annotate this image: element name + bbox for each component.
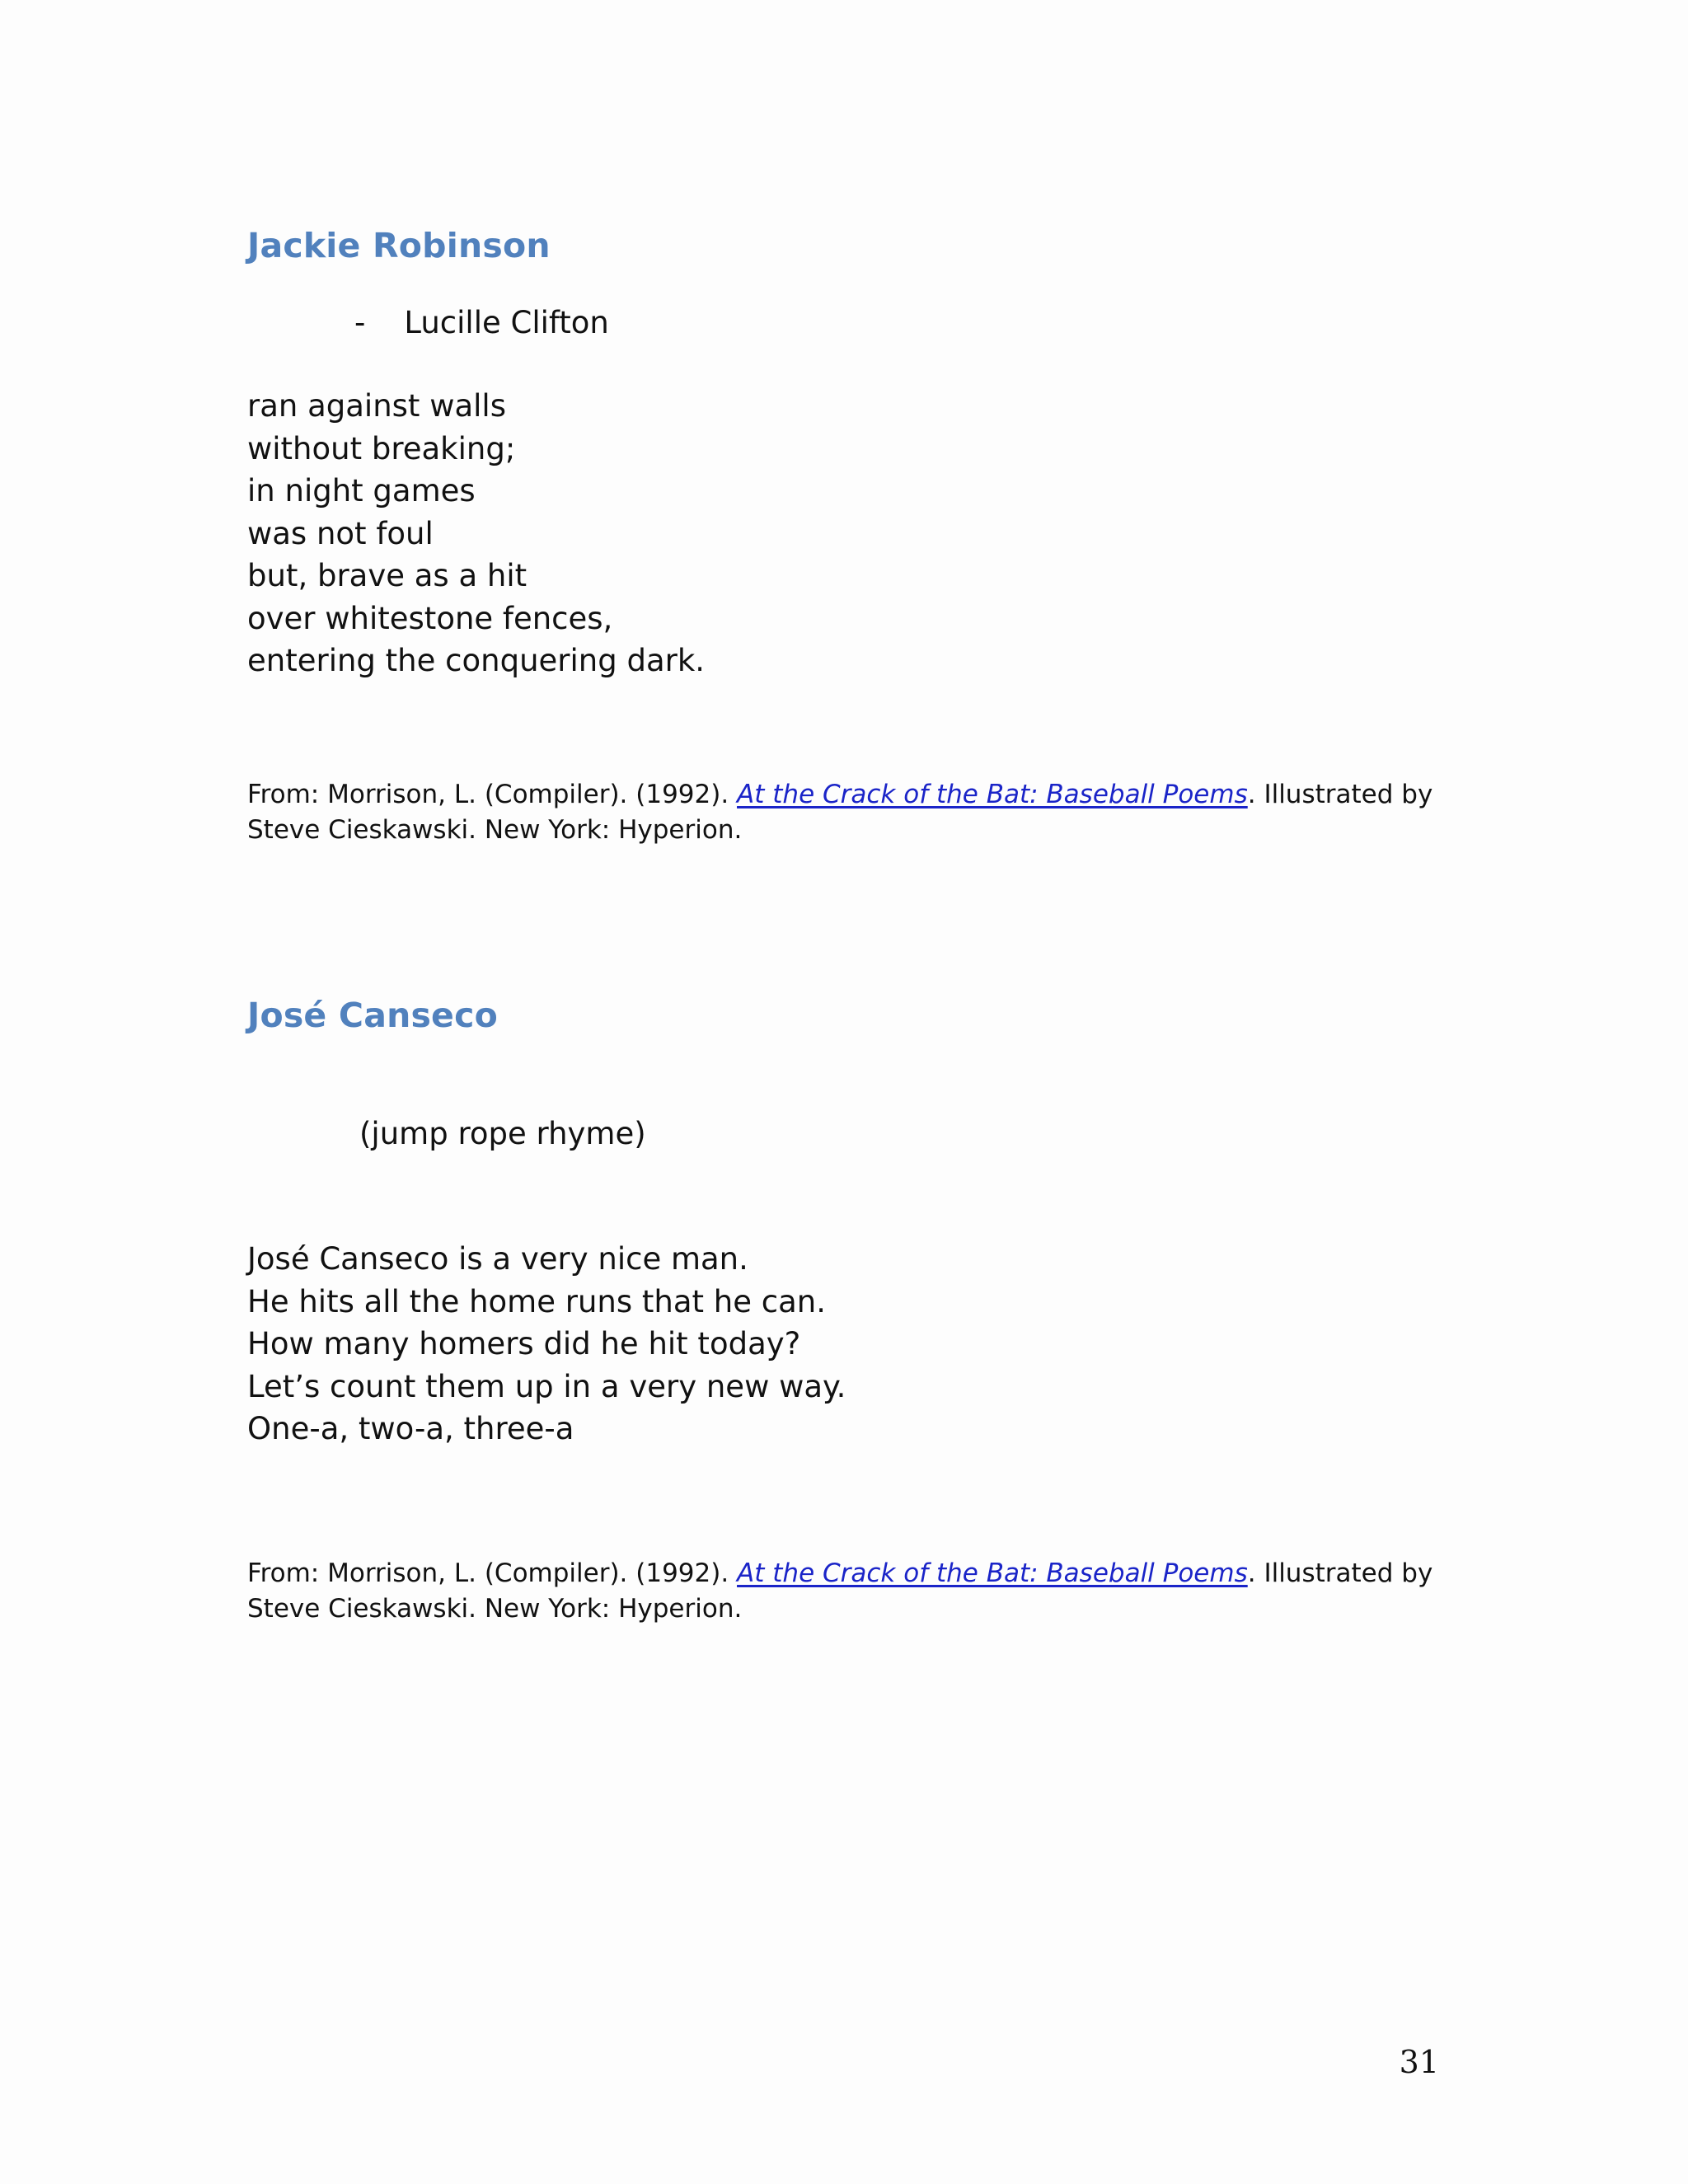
poem-line: One-a, two-a, three-a [247,1411,574,1446]
poem-line: entering the conquering dark. [247,643,706,678]
citation-prefix: From: Morrison, L. (Compiler). (1992). [247,1558,738,1588]
poem-line: Let’s count them up in a very new way. [247,1368,846,1404]
poem-jackie-robinson [247,224,1451,848]
poem-line: José Canseco is a very nice man. [247,1241,748,1277]
book-title-link[interactable]: At the Crack of the Bat: Baseball Poems [737,779,1248,809]
citation [247,777,1451,848]
citation-suffix: . Illustrated by Steve Cieskawski. New York: Hyperion. [247,1558,1433,1624]
poem-line: was not foul [247,515,434,551]
book-title-link[interactable]: At the Crack of the Bat: Baseball Poems [737,1558,1248,1588]
poem-subtitle: (jump rope rhyme) [359,1116,646,1151]
poem-line: ran against walls [247,388,506,424]
poem-line: in night games [247,473,476,509]
page-number: 31 [1399,2044,1439,2080]
poem-line: but, brave as a hit [247,558,528,593]
poem-lines [247,1238,1451,1451]
poem-line: He hits all the home runs that he can. [247,1283,827,1319]
citation [247,1556,1451,1627]
poem-line: How many homers did he hit today? [247,1326,801,1361]
poem-line: without breaking; [247,430,516,466]
citation-prefix: From: Morrison, L. (Compiler). (1992). [247,779,738,809]
citation-suffix: . Illustrated by Steve Cieskawski. New York: Hyperion. [247,779,1433,845]
poem-jose-canseco [247,994,1451,1627]
poem-author: - Lucille Clifton [354,305,609,340]
poem-lines [247,385,1451,682]
poem-title: José Canseco [247,996,498,1035]
poem-title: Jackie Robinson [247,226,551,265]
poem-line: over whitestone fences, [247,600,613,636]
